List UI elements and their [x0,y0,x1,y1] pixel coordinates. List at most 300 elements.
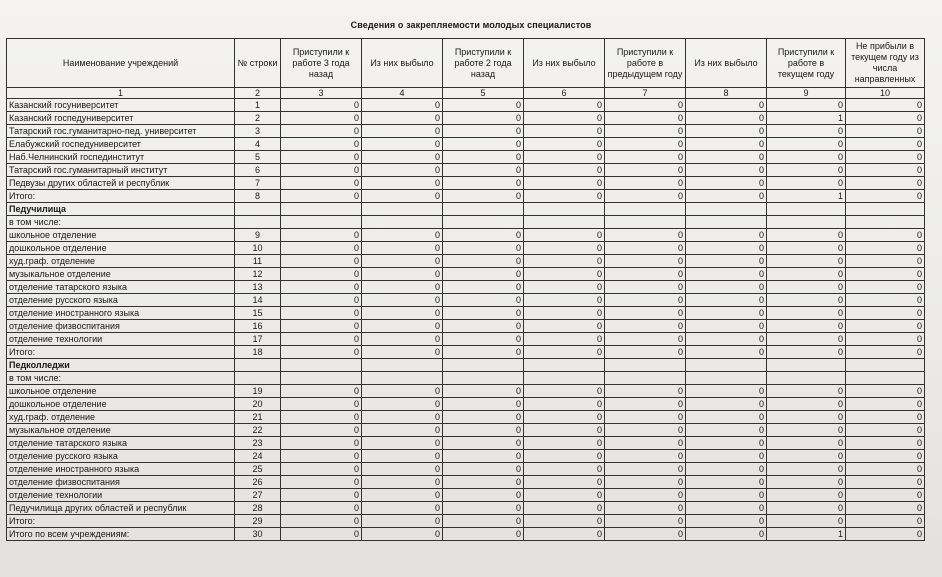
value-cell [524,359,605,372]
institution-name-cell: Наб.Челнинский госпединститут [7,151,235,164]
institution-name-cell: Татарский гос.гуманитарно-пед. университет [7,125,235,138]
value-cell: 0 [846,229,925,242]
value-cell: 0 [524,411,605,424]
value-cell: 0 [605,450,686,463]
row-number-cell: 10 [235,242,281,255]
value-cell: 0 [686,489,767,502]
table-row [7,268,925,281]
institution-name-cell: дошкольное отделение [7,398,235,411]
value-cell: 0 [443,346,524,359]
value-cell: 0 [443,255,524,268]
value-cell: 0 [846,502,925,515]
institution-name-cell: в том числе: [7,216,235,229]
table-row [7,164,925,177]
value-cell: 0 [281,476,362,489]
value-cell: 0 [362,99,443,112]
value-cell: 0 [767,164,846,177]
value-cell: 0 [362,463,443,476]
institution-name-cell: музыкальное отделение [7,268,235,281]
value-cell: 0 [524,346,605,359]
value-cell: 0 [443,307,524,320]
column-number: 4 [362,88,443,99]
institution-name-cell: отделение русского языка [7,450,235,463]
table-row [7,463,925,476]
institution-name-cell: худ.граф. отделение [7,255,235,268]
institution-name-cell: Елабужский госпедуниверситет [7,138,235,151]
value-cell: 0 [605,255,686,268]
value-cell: 0 [605,385,686,398]
value-cell: 0 [686,333,767,346]
table-row [7,320,925,333]
table-row [7,424,925,437]
value-cell: 0 [524,385,605,398]
value-cell: 0 [846,320,925,333]
institution-name-cell: школьное отделение [7,385,235,398]
value-cell: 0 [281,450,362,463]
column-number-row [7,88,925,99]
value-cell: 0 [281,411,362,424]
value-cell: 0 [524,307,605,320]
value-cell: 0 [686,125,767,138]
value-cell: 0 [443,450,524,463]
value-cell: 0 [605,242,686,255]
row-number-cell: 27 [235,489,281,502]
value-cell: 0 [686,411,767,424]
institution-name-cell: отделение иностранного языка [7,463,235,476]
table-row [7,476,925,489]
institution-name-cell: отделение русского языка [7,294,235,307]
value-cell: 0 [846,242,925,255]
value-cell: 0 [767,489,846,502]
institution-name-cell: отделение татарского языка [7,437,235,450]
value-cell: 0 [846,385,925,398]
value-cell: 0 [443,125,524,138]
value-cell: 0 [524,320,605,333]
value-cell: 0 [686,437,767,450]
table-row [7,242,925,255]
value-cell: 0 [443,294,524,307]
table-row [7,502,925,515]
table-row [7,385,925,398]
value-cell: 0 [362,190,443,203]
row-number-cell: 25 [235,463,281,476]
value-cell: 0 [281,320,362,333]
value-cell: 0 [281,333,362,346]
value-cell: 0 [767,307,846,320]
value-cell: 0 [686,424,767,437]
table-row [7,528,925,541]
value-cell: 0 [362,515,443,528]
value-cell: 0 [443,281,524,294]
value-cell: 0 [524,424,605,437]
value-cell: 0 [443,138,524,151]
value-cell: 0 [686,398,767,411]
value-cell: 0 [281,528,362,541]
value-cell: 0 [362,294,443,307]
row-number-cell: 2 [235,112,281,125]
value-cell: 0 [524,255,605,268]
row-number-cell: 19 [235,385,281,398]
row-number-cell: 6 [235,164,281,177]
value-cell [443,372,524,385]
value-cell [443,216,524,229]
value-cell [686,216,767,229]
value-cell: 0 [443,424,524,437]
value-cell: 0 [686,242,767,255]
value-cell: 0 [362,320,443,333]
value-cell: 0 [686,463,767,476]
value-cell: 0 [524,138,605,151]
value-cell: 0 [686,229,767,242]
table-row [7,216,925,229]
value-cell: 0 [362,151,443,164]
value-cell: 0 [605,294,686,307]
value-cell [443,359,524,372]
table-row [7,203,925,216]
value-cell: 0 [846,255,925,268]
row-number-cell [235,372,281,385]
value-cell: 0 [524,476,605,489]
row-number-cell: 22 [235,424,281,437]
value-cell [524,216,605,229]
value-cell: 0 [846,515,925,528]
value-cell: 0 [281,437,362,450]
value-cell: 0 [362,164,443,177]
value-cell: 0 [686,528,767,541]
value-cell: 0 [281,398,362,411]
value-cell: 0 [443,476,524,489]
header-left-3y: Из них выбыло [362,39,443,88]
table-row [7,333,925,346]
value-cell [443,203,524,216]
value-cell: 0 [767,99,846,112]
value-cell: 0 [362,229,443,242]
value-cell: 0 [605,424,686,437]
table-row [7,255,925,268]
value-cell [686,372,767,385]
value-cell: 0 [443,398,524,411]
value-cell: 0 [767,463,846,476]
value-cell [605,372,686,385]
table-row [7,281,925,294]
value-cell: 0 [767,476,846,489]
column-number: 2 [235,88,281,99]
value-cell: 0 [443,112,524,125]
value-cell: 0 [846,307,925,320]
value-cell: 0 [686,164,767,177]
institution-name-cell: Казанский госпедуниверситет [7,112,235,125]
value-cell: 0 [605,463,686,476]
header-started-3y: Приступили к работе 3 года назад [281,39,362,88]
value-cell: 0 [605,138,686,151]
header-row-number: № строки [235,39,281,88]
table-row [7,125,925,138]
column-number: 5 [443,88,524,99]
value-cell: 0 [846,411,925,424]
value-cell: 0 [281,125,362,138]
column-number: 7 [605,88,686,99]
value-cell [767,359,846,372]
value-cell [686,359,767,372]
value-cell: 0 [686,99,767,112]
value-cell: 0 [605,528,686,541]
value-cell: 0 [605,437,686,450]
value-cell: 0 [605,99,686,112]
value-cell: 0 [524,437,605,450]
value-cell [281,372,362,385]
table-body [7,99,925,541]
value-cell: 0 [362,242,443,255]
table-row [7,489,925,502]
value-cell: 0 [605,229,686,242]
table-row [7,398,925,411]
header-institution: Наименование учреждений [7,39,235,88]
table-row [7,190,925,203]
value-cell [362,203,443,216]
value-cell: 0 [605,164,686,177]
institution-name-cell: Педучилища [7,203,235,216]
value-cell: 0 [686,385,767,398]
table-row [7,307,925,320]
value-cell: 0 [362,333,443,346]
value-cell: 0 [281,515,362,528]
value-cell [362,372,443,385]
value-cell: 0 [524,502,605,515]
value-cell [846,216,925,229]
table-row [7,151,925,164]
table-row [7,515,925,528]
row-number-cell: 21 [235,411,281,424]
value-cell: 0 [281,294,362,307]
value-cell: 0 [443,502,524,515]
value-cell: 0 [443,437,524,450]
row-number-cell: 26 [235,476,281,489]
row-number-cell: 16 [235,320,281,333]
value-cell [846,372,925,385]
value-cell: 0 [686,346,767,359]
value-cell [846,359,925,372]
value-cell: 0 [686,476,767,489]
value-cell: 0 [362,268,443,281]
header-started-2y: Приступили к работе 2 года назад [443,39,524,88]
value-cell: 0 [281,281,362,294]
value-cell: 0 [362,476,443,489]
value-cell: 0 [524,242,605,255]
value-cell: 0 [846,346,925,359]
value-cell [281,359,362,372]
value-cell: 0 [767,151,846,164]
value-cell [767,203,846,216]
value-cell: 0 [767,125,846,138]
value-cell: 0 [767,281,846,294]
table-row [7,359,925,372]
table-row [7,437,925,450]
value-cell: 0 [767,411,846,424]
value-cell: 0 [846,112,925,125]
value-cell: 0 [281,424,362,437]
institution-name-cell: в том числе: [7,372,235,385]
row-number-cell: 1 [235,99,281,112]
retention-table [6,38,925,541]
value-cell: 0 [281,502,362,515]
value-cell: 0 [524,528,605,541]
row-number-cell: 11 [235,255,281,268]
institution-name-cell: отделение технологии [7,333,235,346]
value-cell: 0 [362,424,443,437]
value-cell: 0 [767,450,846,463]
value-cell: 0 [846,450,925,463]
value-cell [686,203,767,216]
institution-name-cell: отделение иностранного языка [7,307,235,320]
value-cell: 0 [443,164,524,177]
value-cell: 0 [443,411,524,424]
institution-name-cell: отделение технологии [7,489,235,502]
value-cell: 0 [686,177,767,190]
value-cell [605,216,686,229]
institution-name-cell: дошкольное отделение [7,242,235,255]
value-cell: 0 [524,164,605,177]
value-cell: 0 [767,320,846,333]
column-number: 9 [767,88,846,99]
row-number-cell: 23 [235,437,281,450]
value-cell: 0 [846,99,925,112]
value-cell: 0 [767,398,846,411]
value-cell: 0 [443,190,524,203]
value-cell: 0 [281,489,362,502]
value-cell: 0 [524,294,605,307]
value-cell [281,216,362,229]
value-cell [362,359,443,372]
value-cell: 0 [524,177,605,190]
row-number-cell: 7 [235,177,281,190]
value-cell: 0 [524,281,605,294]
value-cell: 0 [524,515,605,528]
institution-name-cell: Татарский гос.гуманитарный институт [7,164,235,177]
value-cell: 0 [443,242,524,255]
value-cell [524,372,605,385]
value-cell: 0 [686,112,767,125]
value-cell: 0 [281,151,362,164]
header-started-current: Приступили к работе в текущем году [767,39,846,88]
value-cell: 0 [846,125,925,138]
row-number-cell [235,359,281,372]
value-cell: 0 [605,177,686,190]
value-cell: 0 [846,177,925,190]
row-number-cell [235,216,281,229]
institution-name-cell: музыкальное отделение [7,424,235,437]
value-cell: 0 [605,151,686,164]
table-row [7,450,925,463]
value-cell: 0 [281,138,362,151]
table-row [7,372,925,385]
value-cell: 0 [362,346,443,359]
value-cell: 0 [605,411,686,424]
value-cell: 0 [524,463,605,476]
value-cell: 0 [605,489,686,502]
value-cell: 0 [605,125,686,138]
column-number: 8 [686,88,767,99]
value-cell: 0 [605,398,686,411]
value-cell: 0 [686,190,767,203]
value-cell: 0 [524,151,605,164]
value-cell: 0 [846,333,925,346]
row-number-cell: 30 [235,528,281,541]
value-cell: 0 [443,333,524,346]
value-cell: 0 [362,502,443,515]
value-cell: 0 [846,151,925,164]
value-cell: 0 [524,99,605,112]
value-cell: 0 [846,164,925,177]
table-row [7,138,925,151]
value-cell: 0 [524,229,605,242]
institution-name-cell: отделение физвоспитания [7,476,235,489]
value-cell [767,372,846,385]
value-cell: 0 [362,489,443,502]
institution-name-cell: Казанский госуниверситет [7,99,235,112]
value-cell: 0 [362,177,443,190]
value-cell: 0 [846,463,925,476]
column-number: 1 [7,88,235,99]
value-cell: 0 [443,528,524,541]
value-cell: 0 [443,489,524,502]
value-cell: 0 [281,177,362,190]
value-cell: 0 [686,307,767,320]
value-cell: 1 [767,528,846,541]
row-number-cell: 24 [235,450,281,463]
value-cell: 0 [281,112,362,125]
value-cell: 0 [686,151,767,164]
row-number-cell: 4 [235,138,281,151]
value-cell: 0 [605,281,686,294]
value-cell: 0 [281,242,362,255]
value-cell: 0 [443,268,524,281]
value-cell: 0 [362,112,443,125]
value-cell: 0 [362,528,443,541]
row-number-cell: 28 [235,502,281,515]
value-cell: 0 [605,333,686,346]
value-cell: 0 [767,138,846,151]
table-row [7,177,925,190]
institution-name-cell: Педколледжи [7,359,235,372]
value-cell: 0 [686,320,767,333]
value-cell [767,216,846,229]
institution-name-cell: Итого: [7,346,235,359]
table-row [7,112,925,125]
table-row [7,229,925,242]
header-started-prev: Приступили к работе в предыдущем году [605,39,686,88]
row-number-cell [235,203,281,216]
institution-name-cell: Итого: [7,515,235,528]
value-cell: 0 [767,385,846,398]
institution-name-cell: Итого по всем учреждениям: [7,528,235,541]
value-cell: 0 [686,138,767,151]
value-cell: 0 [767,346,846,359]
value-cell: 0 [605,112,686,125]
row-number-cell: 13 [235,281,281,294]
value-cell: 0 [605,515,686,528]
institution-name-cell: худ.граф. отделение [7,411,235,424]
value-cell: 0 [281,307,362,320]
value-cell: 0 [281,190,362,203]
institution-name-cell: отделение татарского языка [7,281,235,294]
table-row [7,411,925,424]
value-cell: 0 [362,450,443,463]
value-cell: 0 [605,346,686,359]
value-cell: 0 [362,307,443,320]
value-cell: 0 [443,385,524,398]
value-cell: 0 [846,281,925,294]
value-cell: 0 [281,385,362,398]
